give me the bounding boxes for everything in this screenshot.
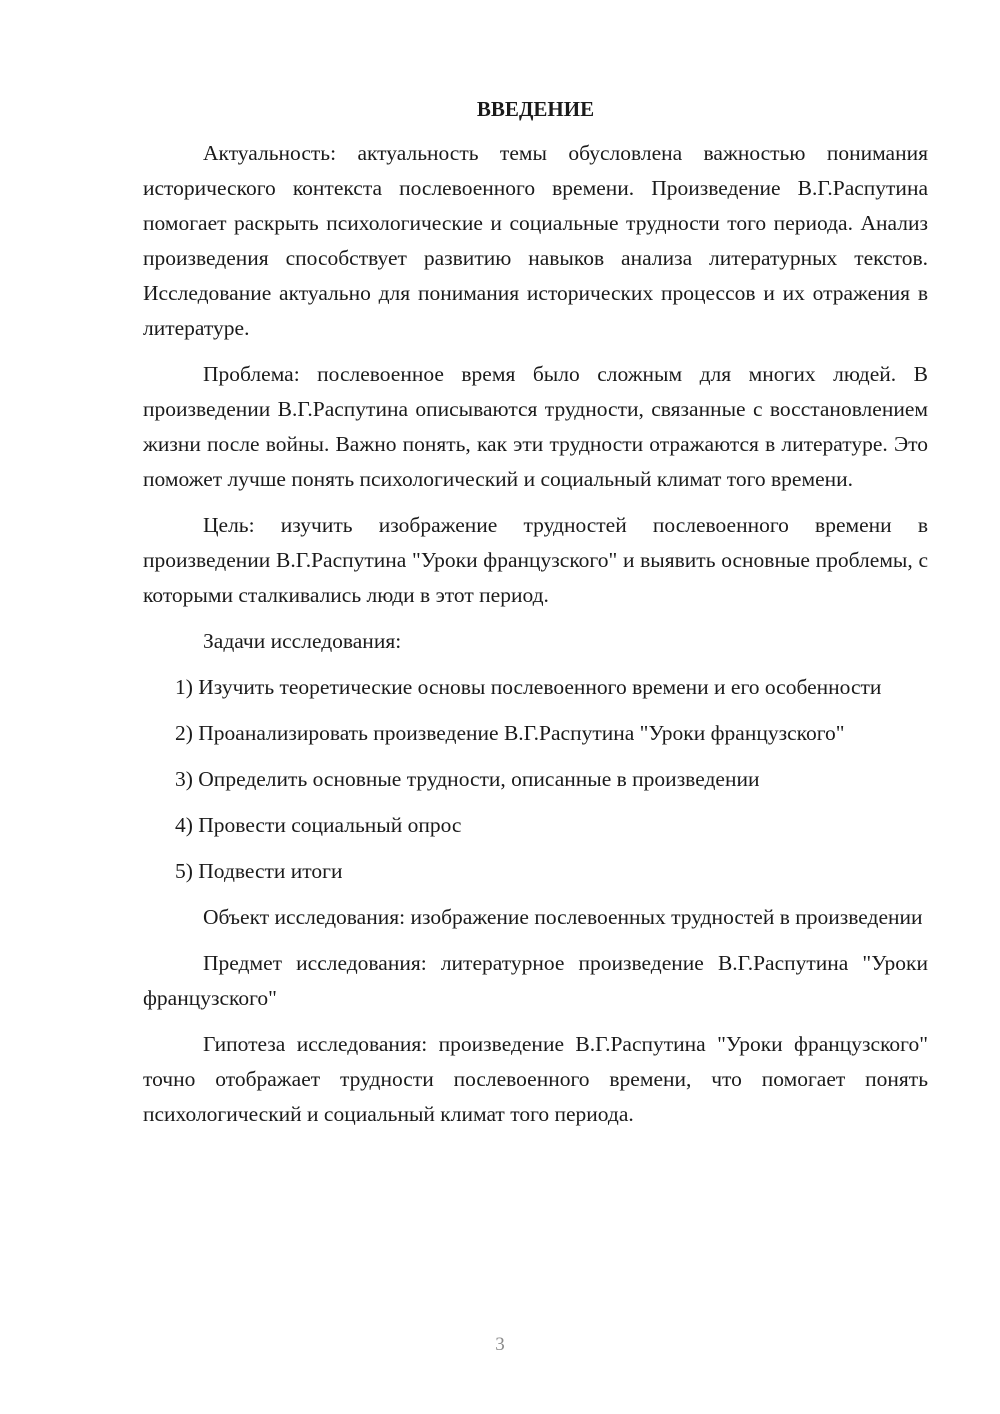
paragraph-object: Объект исследования: изображение послевоенных трудностей в произведении (203, 905, 923, 929)
task-item-1: 1) Изучить теоретические основы послевоенного времени и его особенности (175, 675, 882, 699)
task-item-3: 3) Определить основные трудности, описанные в произведении (175, 767, 760, 791)
paragraph-relevance: Актуальность: актуальность темы обусловлена важностью понимания исторического контекста послевоенного времени. Произведение В.Г.Распутина помогает раскрыть психологические и социальные трудности того периода. Анализ произведения способствует развитию навыков анализа литературных текстов. Исследование актуально для понимания исторических процессов и их отражения в литературе. (143, 141, 928, 340)
task-item-5: 5) Подвести итоги (175, 859, 343, 883)
paragraph-hypothesis: Гипотеза исследования: произведение В.Г.Распутина "Уроки французского" точно отображает трудности послевоенного времени, что помогает понять психологический и социальный климат того периода. (143, 1032, 928, 1126)
paragraph-tasks-heading: Задачи исследования: (203, 629, 402, 653)
document-body (143, 94, 928, 1143)
task-item-2: 2) Проанализировать произведение В.Г.Распутина "Уроки французского" (175, 721, 845, 745)
paragraph-problem: Проблема: послевоенное время было сложным для многих людей. В произведении В.Г.Распутина описываются трудности, связанные с восстановлением жизни после войны. Важно понять, как эти трудности отражаются в литературе. Это поможет лучше понять психологический и социальный климат того времени. (143, 362, 928, 491)
page-number: 3 (495, 1334, 505, 1355)
task-item-4: 4) Провести социальный опрос (175, 813, 462, 837)
page-title: ВВЕДЕНИЕ (476, 97, 595, 121)
paragraph-goal: Цель: изучить изображение трудностей послевоенного времени в произведении В.Г.Распутина "Уроки французского" и выявить основные проблемы, с которыми сталкивались люди в этот период. (143, 513, 928, 607)
paragraph-subject: Предмет исследования: литературное произведение В.Г.Распутина "Уроки французского" (143, 951, 928, 1010)
